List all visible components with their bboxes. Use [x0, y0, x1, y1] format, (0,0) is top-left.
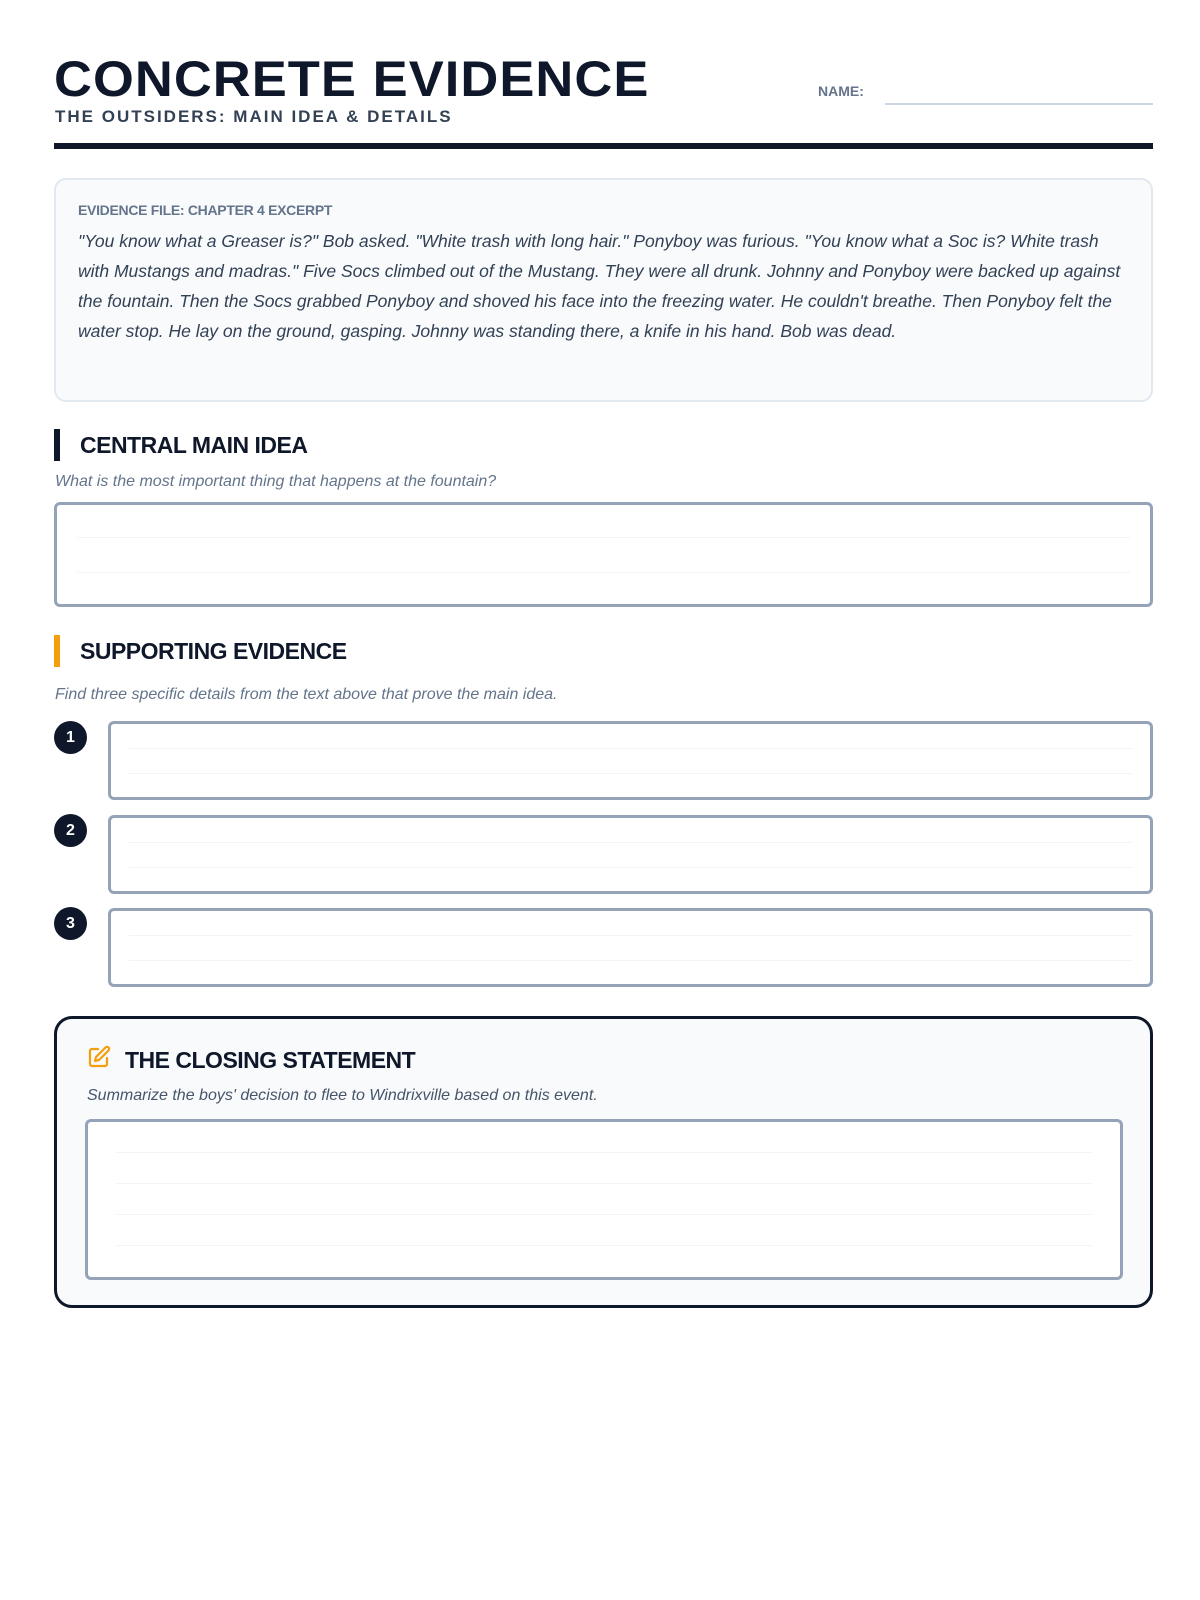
evidence-text: "You know what a Greaser is?" Bob asked. "White trash with long hair." Ponyboy was furious. "You know what a Soc is? White trash with Mustangs and madras." Five Socs climbed out of the Mustang. They were all drunk. Johnny and Ponyboy were backed up against the fountain. Then the Socs grabbed Ponyboy and shoved his face into the freezing water. He couldn't breathe. Then Ponyboy felt the water stop. He lay on the ground, gasping. Johnny was standing there, a knife in his hand. Bob was dead. — [78, 231, 1121, 341]
main-idea-heading: CENTRAL MAIN IDEA — [54, 429, 307, 461]
supporting-evidence-heading: SUPPORTING EVIDENCE — [54, 635, 347, 667]
page-subtitle: THE OUTSIDERS: MAIN IDEA & DETAILS — [55, 107, 453, 126]
closing-heading: THE CLOSING STATEMENT — [125, 1046, 416, 1073]
evidence-number-2: 2 — [54, 814, 87, 847]
page-title: CONCRETE EVIDENCE — [54, 51, 650, 107]
name-label: NAME: — [818, 83, 864, 99]
closing-answer-box[interactable] — [85, 1119, 1123, 1280]
closing-heading-row — [87, 1045, 415, 1075]
header-divider — [54, 143, 1153, 149]
supporting-evidence-prompt: Find three specific details from the text above that prove the main idea. — [55, 686, 558, 703]
closing-prompt: Summarize the boys' decision to flee to Windrixville based on this event. — [87, 1087, 598, 1104]
evidence-answer-box-2[interactable] — [108, 815, 1153, 894]
closing-statement-panel — [54, 1016, 1153, 1308]
evidence-file — [54, 178, 1153, 402]
main-idea-answer-box[interactable] — [54, 502, 1153, 607]
name-field[interactable] — [885, 103, 1153, 105]
evidence-answer-box-1[interactable] — [108, 721, 1153, 800]
evidence-answer-box-3[interactable] — [108, 908, 1153, 987]
evidence-number-1: 1 — [54, 721, 87, 754]
edit-icon — [87, 1045, 111, 1075]
main-idea-prompt: What is the most important thing that happens at the fountain? — [55, 473, 497, 490]
evidence-number-3: 3 — [54, 907, 87, 940]
evidence-label: EVIDENCE FILE: CHAPTER 4 EXCERPT — [78, 202, 333, 218]
